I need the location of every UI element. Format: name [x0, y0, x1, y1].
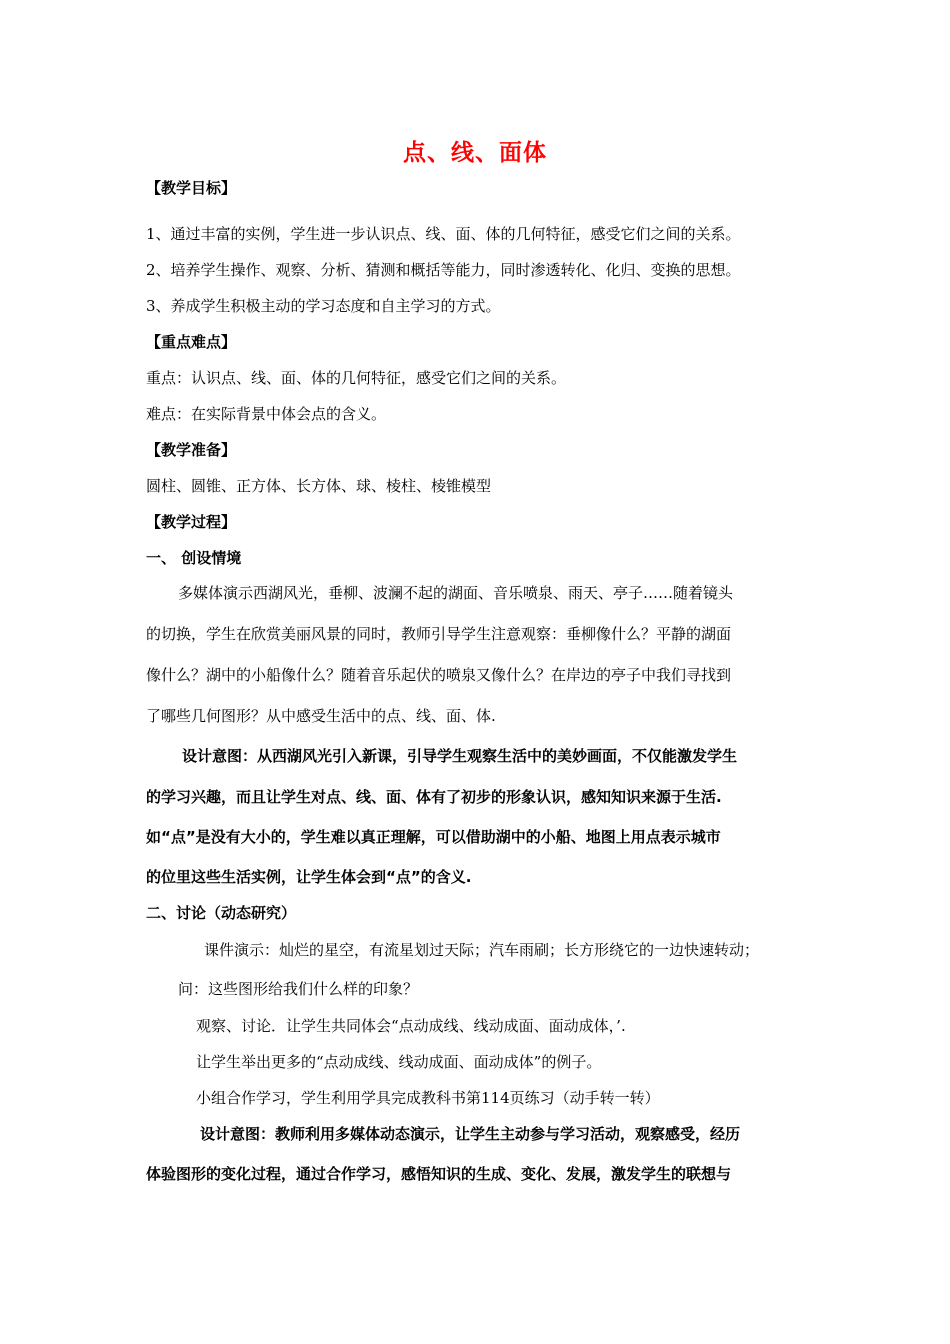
- part2-line: 观察、讨论．让学生共同体会“点动成线、线动成面、面动成体，’.: [196, 1017, 626, 1035]
- goal-item-2: 2、培养学生操作、观察、分析、猜测和概括等能力，同时渗透转化、化归、变换的思想。: [146, 261, 741, 279]
- part1-paragraph-line: 像什么？湖中的小船像什么？随着音乐起伏的喷泉又像什么？在岸边的亭子中我们寻找到: [146, 666, 732, 684]
- part1-design-intent-line: 设计意图：从西湖风光引入新课，引导学生观察生活中的美妙画面，不仅能激发学生: [182, 747, 738, 765]
- goal-item-3: 3、养成学生积极主动的学习态度和自主学习的方式。: [146, 297, 501, 315]
- part1-paragraph-line: 了哪些几何图形？从中感受生活中的点、线、面、体.: [146, 707, 496, 725]
- goals-heading: 【教学目标】: [146, 179, 237, 197]
- process-heading: 【教学过程】: [146, 513, 237, 531]
- part1-design-intent-line: 如“点”是没有大小的，学生难以真正理解，可以借助湖中的小船、地图上用点表示城市: [146, 828, 721, 846]
- part2-heading: 二、讨论（动态研究）: [146, 904, 297, 922]
- difficult-point-text: 难点：在实际背景中体会点的含义。: [146, 405, 387, 423]
- part2-line: 问：这些图形给我们什么样的印象？: [178, 980, 419, 998]
- part2-line: 让学生举出更多的“点动成线、线动成面、面动成体”的例子。: [196, 1053, 602, 1071]
- part2-line: 小组合作学习，学生利用学具完成教科书第114页练习（动手转一转）: [196, 1089, 660, 1107]
- key-point-text: 重点：认识点、线、面、体的几何特征，感受它们之间的关系。: [146, 369, 567, 387]
- part1-heading: 一、 创设情境: [146, 549, 242, 567]
- part1-design-intent-line: 的学习兴趣，而且让学生对点、线、面、体有了初步的形象认识，感知知识来源于生活.: [146, 788, 722, 806]
- part1-paragraph-line: 的切换，学生在欣赏美丽风景的同时，教师引导学生注意观察：垂柳像什么？平静的湖面: [146, 625, 732, 643]
- goal-item-1: 1、通过丰富的实例，学生进一步认识点、线、面、体的几何特征，感受它们之间的关系。: [146, 225, 741, 243]
- part1-paragraph-line: 多媒体演示西湖风光，垂柳、波澜不起的湖面、音乐喷泉、雨天、亭子……随着镜头: [178, 584, 734, 602]
- part2-line: 课件演示：灿烂的星空，有流星划过天际；汽车雨刷；长方形绕它的一边快速转动；: [204, 941, 760, 959]
- document-title: 点、线、面体: [403, 140, 547, 166]
- preparation-heading: 【教学准备】: [146, 441, 237, 459]
- key-points-heading: 【重点难点】: [146, 333, 237, 351]
- part2-design-intent-line: 体验图形的变化过程，通过合作学习，感悟知识的生成、变化、发展，激发学生的联想与: [146, 1165, 732, 1183]
- part2-design-intent-line: 设计意图：教师利用多媒体动态演示，让学生主动参与学习活动，观察感受，经历: [200, 1125, 741, 1143]
- part1-design-intent-line: 的位里这些生活实例，让学生体会到“点”的含义.: [146, 868, 472, 886]
- preparation-text: 圆柱、圆锥、正方体、长方体、球、棱柱、棱锥模型: [146, 477, 492, 495]
